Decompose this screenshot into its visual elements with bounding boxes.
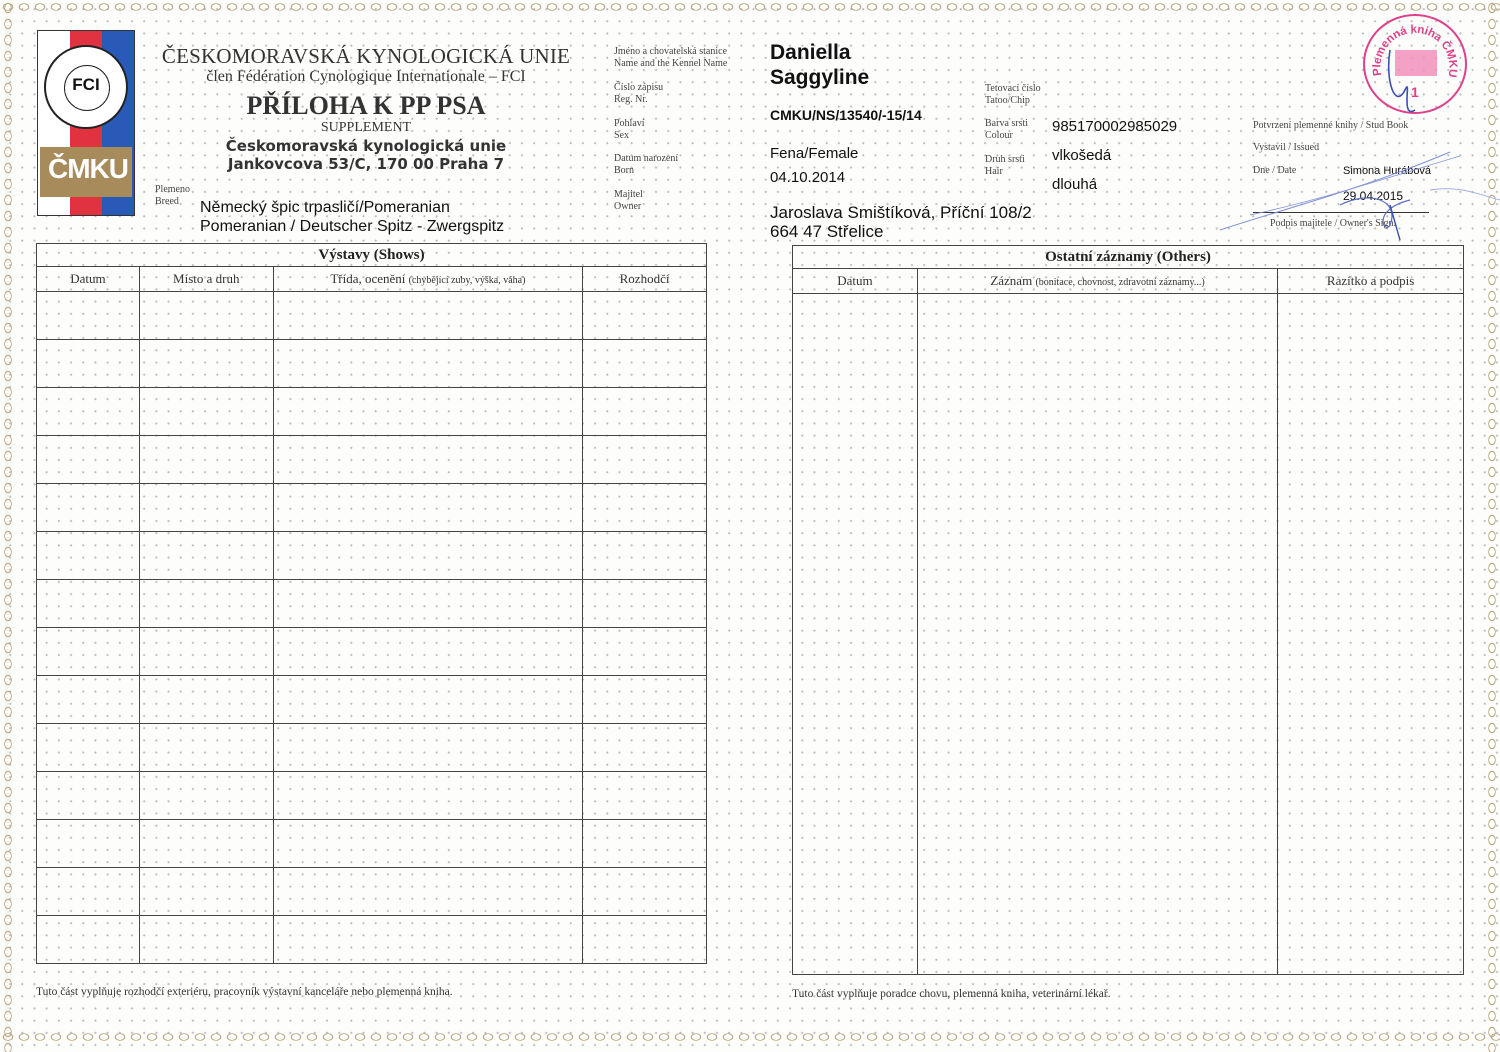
breed-label: Plemeno Breed — [155, 184, 190, 207]
shows-table-title: Výstavy (Shows) — [37, 244, 707, 267]
show-date-cell[interactable] — [37, 628, 140, 676]
shows-table-row — [37, 388, 707, 436]
show-class-cell[interactable] — [273, 916, 582, 964]
show-date-cell[interactable] — [37, 676, 140, 724]
others-table-row — [793, 294, 1464, 975]
show-class-cell[interactable] — [273, 436, 582, 484]
show-class-cell[interactable] — [273, 532, 582, 580]
born-label: Datum narození Born — [614, 153, 679, 176]
reg-number: CMKU/NS/13540/-15/14 — [770, 107, 922, 123]
fci-label: FCI — [72, 75, 100, 94]
organization-name: ČESKOMORAVSKÁ KYNOLOGICKÁ UNIE — [161, 44, 571, 68]
shows-table-row — [37, 772, 707, 820]
shows-table-row — [37, 724, 707, 772]
hair-value: dlouhá — [1052, 176, 1098, 193]
fci-globe-icon — [44, 45, 128, 129]
show-judge-cell[interactable] — [583, 292, 707, 340]
stamp-number: 1 — [1411, 84, 1419, 100]
show-date-cell[interactable] — [37, 916, 140, 964]
ornamental-border-bottom — [0, 1030, 1500, 1044]
shows-table-row — [37, 820, 707, 868]
shows-table-row — [37, 580, 707, 628]
show-place-cell[interactable] — [139, 484, 273, 532]
shows-table-row — [37, 628, 707, 676]
show-class-cell[interactable] — [273, 724, 582, 772]
hair-label: Druh srsti Hair — [985, 154, 1025, 177]
others-record-cell[interactable] — [917, 294, 1277, 975]
date-label: Dne / Date — [1253, 165, 1297, 176]
show-date-cell[interactable] — [37, 340, 140, 388]
show-date-cell[interactable] — [37, 724, 140, 772]
others-stamp-cell[interactable] — [1278, 294, 1464, 975]
shows-table-row — [37, 916, 707, 964]
show-class-cell[interactable] — [273, 628, 582, 676]
born-value: 04.10.2014 — [770, 169, 846, 186]
dog-name: Daniella Saggyline — [770, 41, 870, 89]
breed-value-line1: Německý špic trpasličí/Pomeranian — [200, 199, 450, 216]
show-judge-cell[interactable] — [583, 724, 707, 772]
show-class-cell[interactable] — [273, 580, 582, 628]
document-title: PŘÍLOHA K PP PSA — [246, 91, 486, 120]
show-date-cell[interactable] — [37, 484, 140, 532]
show-place-cell[interactable] — [139, 292, 273, 340]
show-place-cell[interactable] — [139, 772, 273, 820]
others-date-cell[interactable] — [793, 294, 918, 975]
cmku-emblem-icon — [40, 147, 132, 197]
show-place-cell[interactable] — [139, 532, 273, 580]
show-class-cell[interactable] — [273, 340, 582, 388]
breed-value-line2: Pomeranian / Deutscher Spitz - Zwergspitz — [200, 218, 505, 235]
sex-label: Pohlaví Sex — [614, 118, 645, 141]
owner-value: Jaroslava Smištíková, Příční 108/2 664 47 Střelice — [770, 203, 1032, 241]
owner-label: Majitel Owner — [614, 189, 643, 212]
show-place-cell[interactable] — [139, 820, 273, 868]
studbook-stamp — [1363, 14, 1467, 114]
show-place-cell[interactable] — [139, 628, 273, 676]
shows-table-body — [37, 292, 707, 964]
reg-label: Číslo zápisu Reg. Nr. — [614, 82, 664, 105]
others-table-title: Ostatní záznamy (Others) — [793, 246, 1464, 269]
shows-table-row — [37, 340, 707, 388]
show-date-cell[interactable] — [37, 436, 140, 484]
show-class-cell[interactable] — [273, 292, 582, 340]
show-judge-cell[interactable] — [583, 340, 707, 388]
show-judge-cell[interactable] — [583, 388, 707, 436]
colour-value: vlkošedá — [1052, 147, 1112, 164]
show-date-cell[interactable] — [37, 292, 140, 340]
column-header-judge: Rozhodčí — [583, 267, 707, 292]
show-judge-cell[interactable] — [583, 772, 707, 820]
sex-value: Fena/Female — [770, 145, 859, 162]
chip-value: 985170002985029 — [1052, 118, 1178, 135]
cmku-label: ČMKU — [48, 153, 128, 184]
column-header-date: Datum — [793, 269, 918, 294]
shows-table — [36, 243, 707, 964]
show-place-cell[interactable] — [139, 340, 273, 388]
shows-table-row — [37, 436, 707, 484]
show-judge-cell[interactable] — [583, 916, 707, 964]
shows-table-row — [37, 676, 707, 724]
shows-footer-note: Tuto část vyplňuje rozhodčí exteriéru, pracovník výstavní kanceláře nebo plemenná kniha. — [36, 986, 453, 998]
shows-table-row — [37, 484, 707, 532]
show-place-cell[interactable] — [139, 724, 273, 772]
show-date-cell[interactable] — [37, 580, 140, 628]
ornamental-border-left — [0, 0, 16, 1052]
issue-date: 29.04.2015 — [1343, 189, 1404, 203]
show-class-cell[interactable] — [273, 772, 582, 820]
others-footer-note: Tuto část vyplňuje poradce chovu, plemenná kniha, veterinární lékař. — [792, 988, 1111, 1000]
show-judge-cell[interactable] — [583, 532, 707, 580]
colour-label: Barva srsti Colour — [985, 118, 1029, 141]
show-date-cell[interactable] — [37, 388, 140, 436]
show-date-cell[interactable] — [37, 532, 140, 580]
show-judge-cell[interactable] — [583, 484, 707, 532]
show-place-cell[interactable] — [139, 388, 273, 436]
show-date-cell[interactable] — [37, 868, 140, 916]
show-class-cell[interactable] — [273, 820, 582, 868]
column-header-class-award: Třída, ocenění (chybějící zuby, výška, váha) — [273, 267, 582, 292]
show-date-cell[interactable] — [37, 820, 140, 868]
issued-label: Vystavil / Issued — [1253, 142, 1320, 153]
studbook-confirm-label: Potvrzení plemenné knihy / Stud Book — [1253, 120, 1409, 131]
ornamental-border-top — [0, 0, 1500, 14]
document-subtitle: SUPPLEMENT — [320, 120, 412, 135]
fci-cmku-logo — [37, 30, 135, 216]
org-address: Jankovcova 53/C, 170 00 Praha 7 — [227, 155, 505, 173]
ornamental-border-right — [1484, 0, 1500, 1052]
show-date-cell[interactable] — [37, 772, 140, 820]
org-name: Českomoravská kynologická unie — [225, 137, 507, 155]
show-class-cell[interactable] — [273, 676, 582, 724]
show-place-cell[interactable] — [139, 580, 273, 628]
show-class-cell[interactable] — [273, 484, 582, 532]
show-class-cell[interactable] — [273, 388, 582, 436]
show-place-cell[interactable] — [139, 916, 273, 964]
column-header-date: Datum — [37, 267, 140, 292]
show-class-cell[interactable] — [273, 868, 582, 916]
signature-line — [1253, 212, 1429, 213]
name-label: Jméno a chovatelská stanice Name and the Kennel Name — [614, 46, 728, 69]
stamp-logo-icon — [1395, 50, 1437, 76]
show-judge-cell[interactable] — [583, 580, 707, 628]
show-judge-cell[interactable] — [583, 820, 707, 868]
others-table — [792, 245, 1464, 975]
show-judge-cell[interactable] — [583, 868, 707, 916]
column-header-stamp-signature: Razítko a podpis — [1278, 269, 1464, 294]
issued-by: Simona Hurábová — [1343, 165, 1432, 177]
show-place-cell[interactable] — [139, 676, 273, 724]
svg-text:Plemenná kniha ČMKU: Plemenná kniha ČMKU — [1371, 23, 1459, 79]
column-header-record: Záznam (bonitace, chovnost, zdravotní záznamy...) — [917, 269, 1277, 294]
shows-table-row — [37, 868, 707, 916]
show-place-cell[interactable] — [139, 868, 273, 916]
shows-table-row — [37, 292, 707, 340]
show-judge-cell[interactable] — [583, 628, 707, 676]
owner-sign-label: Podpis majitele / Owner's Sign. — [1270, 218, 1396, 229]
show-judge-cell[interactable] — [583, 436, 707, 484]
show-judge-cell[interactable] — [583, 676, 707, 724]
chip-label: Tetovací číslo Tatoo/Chip — [985, 83, 1041, 106]
shows-table-row — [37, 532, 707, 580]
fci-membership: člen Fédération Cynologique Internationale – FCI — [206, 68, 526, 85]
column-header-place: Místo a druh — [139, 267, 273, 292]
show-place-cell[interactable] — [139, 436, 273, 484]
